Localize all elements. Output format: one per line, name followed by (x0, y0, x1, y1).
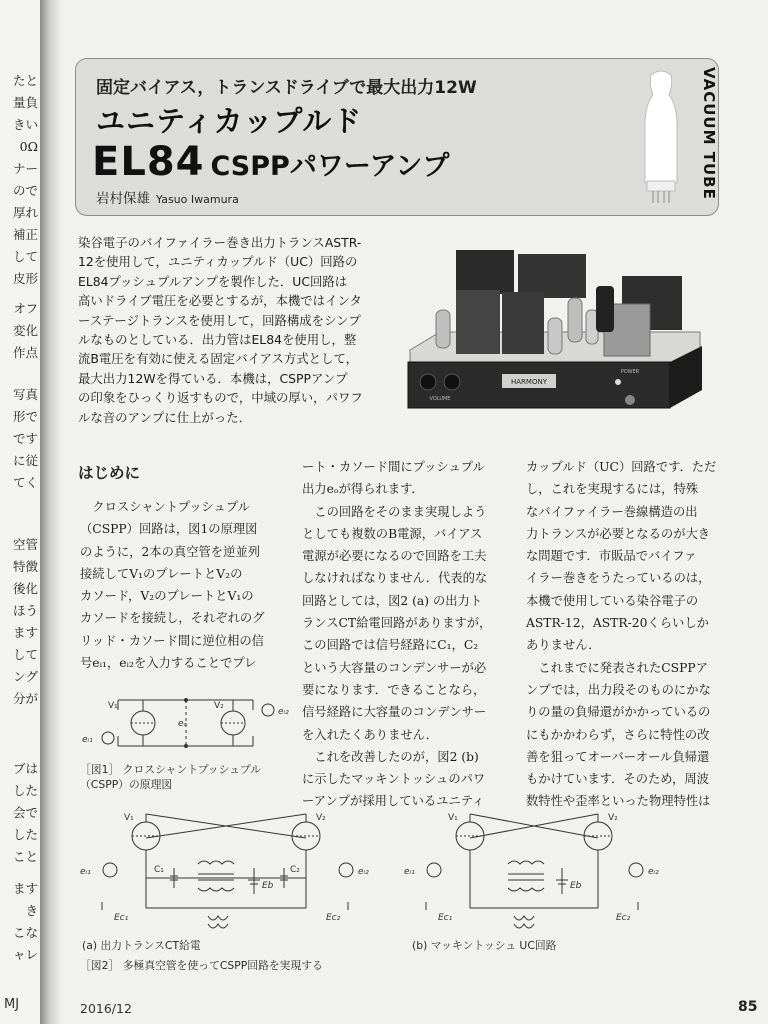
body-line: カソードを接続し，それぞれのグ (80, 611, 265, 626)
fig2b-v2: V₂ (608, 813, 618, 823)
body-line: ASTR-12，ASTR-20くらいしか (526, 616, 709, 631)
gutter-fragment: オフ (13, 301, 38, 316)
gutter-fragment: 形で (12, 409, 38, 424)
body-line: カソード，V₂のプレートとV₁の (80, 589, 254, 604)
gutter-fragment: 量負 (12, 95, 38, 110)
fig1-ei2: eᵢ₂ (278, 707, 289, 717)
gutter-fragment: ング (13, 669, 38, 684)
gutter-fragment: き (25, 903, 38, 918)
figure-1-caption (80, 762, 261, 792)
body-line: カップルド（UC）回路です．ただ (526, 460, 717, 474)
fig2b-eb: Eb (570, 881, 582, 891)
lead-line: ルな音のアンプに仕上がった． (78, 409, 251, 425)
gutter-fragment: 変化 (12, 323, 38, 338)
issue-date: 2016/12 (80, 1001, 132, 1016)
title-box (75, 58, 719, 216)
lead-line: ルなものとしている．出力管はEL84を使用し，整 (78, 332, 357, 348)
body-line: ート・カソード間にプッシュプル (302, 460, 485, 474)
fig2a-v1: V₁ (124, 813, 134, 823)
figure-1-caption-line1: ［図1］ クロスシャントプッシュプル (80, 763, 262, 776)
body-line: 電源が必要になるので回路を工夫 (302, 549, 487, 564)
lead-line: 流B電圧を有効に使える固定バイアス方式として， (78, 351, 358, 367)
article-subtitle: 固定バイアス，トランスドライブで最大出力12W (96, 78, 477, 98)
fig1-v1: V₁ (108, 701, 118, 711)
binding-shadow (40, 0, 62, 1024)
vacuum-tube-icon (631, 65, 691, 205)
gutter-fragment: に従 (12, 453, 38, 468)
lead-line: 染谷電子のバイファイラー巻き出力トランスASTR- (78, 235, 362, 250)
article-title-line2 (92, 139, 449, 185)
fig2b-v1: V₁ (448, 813, 458, 823)
gutter-fragment: した (12, 783, 38, 798)
body-line: これを改善したのが，図2 (b) (302, 749, 479, 764)
gutter-fragment: して (12, 249, 38, 264)
gutter-fragment: こな (12, 925, 38, 940)
gutter-fragment: ので (12, 183, 38, 198)
body-line: のように，2本の真空管を逆並列 (80, 544, 260, 559)
body-line: イラー巻きをうたっているのは， (526, 571, 711, 586)
gutter-fragment: ます (12, 625, 38, 640)
body-column-1 (80, 496, 285, 674)
gutter-fragment: ャレ (12, 947, 38, 962)
fig1-eo: eₒ (178, 719, 188, 729)
fig2a-c2: C₂ (290, 865, 300, 875)
fig2b-ec2: Ec₂ (616, 913, 631, 923)
figure-2-caption: ［図2］ 多極真空管を使ってCSPP回路を実現する (80, 959, 323, 972)
gutter-fragment: てく (12, 475, 38, 490)
power-label: POWER (620, 369, 640, 375)
title-el84: EL84 (92, 139, 205, 185)
gutter-fragment: 会で (12, 805, 38, 820)
gutter-fragment: 空管 (12, 537, 38, 552)
body-line: ありません． (526, 638, 601, 653)
gutter-fragment: です (12, 431, 38, 446)
fig1-v2: V₂ (214, 701, 224, 711)
author-jp: 岩村保雄 (96, 191, 150, 207)
lead-paragraph (78, 233, 388, 427)
body-line: ランスCT給電回路がありますが， (302, 616, 492, 631)
lead-line: 高いドライブ電圧を必要とするが，本機ではインタ (78, 293, 362, 309)
article-title-line1: ユニティカップルド (96, 104, 363, 138)
panel-nameplate: HARMONY (511, 378, 547, 386)
previous-page-gutter (0, 0, 41, 1024)
author (96, 187, 239, 207)
body-line: ンプでは，出力段そのものにかな (526, 682, 711, 697)
figure-2a-schematic (78, 808, 378, 936)
body-line: りの量の負帰還がかかっているの (526, 705, 711, 720)
body-line: 回路としては，図2 (a) の出力ト (302, 593, 483, 608)
body-line: に示したマッキントッシュのパワ (302, 772, 486, 787)
author-en: Yasuo Iwamura (156, 193, 239, 206)
figure-1-schematic (78, 688, 298, 758)
body-line: を入れたくありません． (302, 727, 439, 742)
body-line: この回路をそのまま実現しよう (302, 504, 487, 519)
body-line: これまでに発表されたCSPPア (526, 660, 708, 675)
fig2a-ei2: eᵢ₂ (358, 867, 369, 877)
figure-2a-caption: (a) 出力トランスCT給電 (82, 939, 201, 952)
body-line: 出力eₒが得られます． (302, 482, 424, 497)
lead-line: ーステージトランスを使用して，回路構成をシンプ (78, 312, 361, 328)
body-line: 本機で使用している染谷電子の (526, 593, 699, 608)
amplifier-photo (400, 240, 712, 420)
body-line: （CSPP）回路は，図1の原理図 (80, 522, 258, 537)
gutter-fragment: きい (12, 117, 38, 132)
gutter-fragment: 0Ω (19, 139, 38, 154)
body-line: しなければなりません．代表的な (302, 571, 488, 586)
body-line: し，これを実現するには，特殊 (526, 482, 699, 497)
gutter-fragment: こと (12, 849, 38, 864)
figure-2b-caption: (b) マッキントッシュ UC回路 (412, 939, 557, 952)
body-line: にもかかわらず，さらに特性の改 (526, 727, 710, 742)
body-line: もかけています．そのため，周波 (526, 772, 709, 787)
body-line: 力トランスが必要となるのが大き (526, 526, 711, 541)
gutter-fragment: 特徴 (12, 559, 38, 574)
fig2a-v2: V₂ (316, 813, 326, 823)
lead-line: 12を使用して，ユニティカップルド（UC）回路の (78, 254, 358, 270)
fig2b-ei1: eᵢ₁ (404, 867, 415, 877)
magazine-label: MJ (4, 997, 20, 1012)
fig1-ei1: eᵢ₁ (82, 735, 93, 745)
gutter-fragment: 写真 (12, 387, 38, 402)
gutter-fragment: 補正 (12, 227, 38, 242)
gutter-fragment: ナー (12, 161, 38, 176)
body-line: としても複数のB電源，バイアス (302, 526, 483, 541)
figure-1-caption-line2: （CSPP）の原理図 (80, 778, 173, 791)
lead-line: EL84プッシュプルアンプを製作した．UC回路は (78, 273, 348, 289)
gutter-fragment: 皮形 (12, 271, 38, 286)
page-number: 85 (738, 999, 758, 1015)
body-line: この回路では信号経路にC₁，C₂ (302, 638, 479, 653)
gutter-fragment: 分が (12, 691, 38, 706)
body-line: な問題です．市販品でバイファ (526, 549, 697, 564)
body-line: クロスシャントプッシュプル (80, 500, 250, 514)
fig2a-ec2: Ec₂ (326, 913, 341, 923)
title-cspp: CSPPパワーアンプ (210, 151, 450, 182)
gutter-fragment: ます (12, 881, 38, 896)
gutter-fragment: たと (12, 73, 38, 88)
gutter-fragment: ブは (12, 761, 38, 776)
gutter-fragment: 後化 (12, 581, 38, 596)
body-line: 要になります．できることなら， (302, 682, 486, 697)
fig2b-ei2: eᵢ₂ (648, 867, 659, 877)
knob-label: VOLUME (429, 396, 451, 402)
lead-line: 最大出力12Wを得ている．本機は，CSPPアンプ (78, 370, 348, 386)
gutter-fragment: 厚れ (12, 205, 38, 220)
gutter-fragment: ほう (12, 603, 38, 618)
fig2b-ec1: Ec₁ (438, 913, 453, 923)
gutter-fragment: して (12, 647, 38, 662)
body-column-2 (302, 456, 507, 813)
body-line: ーアンプが採用しているユニティ (302, 794, 485, 809)
section-heading: はじめに (78, 464, 141, 482)
fig2a-c1: C₁ (154, 865, 164, 875)
body-line: 善を狙ってオーバーオール負帰還 (526, 749, 710, 764)
fig2a-ei1: eᵢ₁ (80, 867, 91, 877)
body-column-3 (526, 456, 731, 813)
fig2a-ec1: Ec₁ (114, 913, 129, 923)
body-line: 数特性や歪率といった物理特性は (526, 794, 711, 809)
lead-line: の印象をひっくり返すもので，中域の厚い，パワフ (78, 390, 363, 406)
gutter-fragment: した (12, 827, 38, 842)
body-line: 信号経路に大容量のコンデンサー (302, 705, 487, 720)
category-label: VACUUM TUBE (700, 67, 718, 200)
fig2a-eb: Eb (262, 881, 274, 891)
body-line: 接続してV₁のプレートとV₂の (80, 566, 243, 581)
body-line: リッド・カソード間に逆位相の信 (80, 633, 264, 648)
body-line: 号eᵢ₁，eᵢ₂を入力することでプレ (80, 656, 257, 671)
body-line: なバイファイラー巻線構造の出 (526, 504, 698, 519)
figure-2b-schematic (402, 808, 672, 936)
gutter-fragment: 作点 (12, 345, 38, 360)
body-line: という大容量のコンデンサーが必 (302, 660, 487, 675)
